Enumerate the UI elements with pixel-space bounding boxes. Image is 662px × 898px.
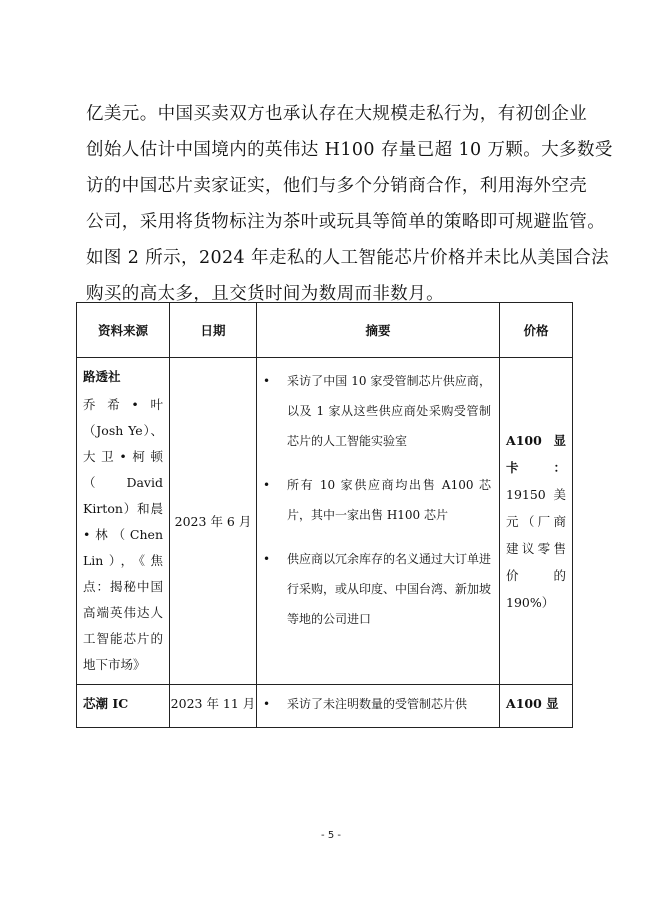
date-cell: 2023 年 6 月 bbox=[170, 358, 257, 685]
summary-text: 供应商以冗余库存的名义通过大订单进行采购，或从印度、中国台湾、新加坡等地的公司进口 bbox=[287, 552, 492, 626]
summary-bullet bbox=[263, 366, 491, 456]
summary-cell bbox=[257, 358, 500, 685]
price-label: A100 显 bbox=[506, 696, 559, 711]
summary-text: 所有 10 家供应商均出售 A100 芯片，其中一家出售 H100 芯片 bbox=[287, 478, 491, 522]
bullet-icon: • bbox=[263, 697, 271, 711]
table-header-row bbox=[77, 303, 573, 358]
header-summary: 摘要 bbox=[257, 303, 500, 358]
source-cell bbox=[77, 358, 170, 685]
source-name: 芯潮 IC bbox=[83, 696, 129, 711]
header-price: 价格 bbox=[500, 303, 573, 358]
price-label: A100 显卡： bbox=[506, 432, 566, 475]
paragraph-line: 购买的高太多，且交货时间为数周而非数月。 bbox=[86, 284, 444, 304]
price-value: 19150 美元（厂商建议零售价的 190%） bbox=[506, 486, 566, 610]
summary-text: 采访了中国 10 家受管制芯片供应商，以及 1 家从这些供应商处采购受管制芯片的人工智能实验室 bbox=[287, 374, 491, 448]
paragraph-line: 如图 2 所示，2024 年走私的人工智能芯片价格并未比从美国合法 bbox=[86, 248, 610, 268]
paragraph-line: 亿美元。中国买卖双方也承认存在大规模走私行为，有初创企业 bbox=[86, 104, 588, 124]
summary-text: 采访了未注明数量的受管制芯片供 bbox=[287, 697, 468, 711]
date-value: 2023 年 11 月 bbox=[170, 696, 256, 711]
bullet-icon: • bbox=[263, 478, 271, 492]
bullet-icon: • bbox=[263, 374, 271, 388]
paragraph-line: 创始人估计中国境内的英伟达 H100 存量已超 10 万颗。大多数受 bbox=[86, 140, 613, 160]
sources-table bbox=[76, 302, 573, 728]
summary-cell bbox=[257, 685, 500, 728]
header-source: 资料来源 bbox=[77, 303, 170, 358]
source-cell bbox=[77, 685, 170, 728]
bullet-icon: • bbox=[263, 552, 271, 566]
price-cell bbox=[500, 358, 573, 685]
paragraph-line: 公司，采用将货物标注为茶叶或玩具等简单的策略即可规避监管。 bbox=[86, 212, 606, 232]
summary-bullet bbox=[263, 470, 491, 530]
source-name: 路透社 bbox=[83, 369, 121, 384]
source-detail: 乔希•叶（Josh Ye）、大卫•柯顿（David Kirton）和晨•林（Chen Lin），《焦点：揭秘中国高端英伟达人工智能芯片的地下市场》 bbox=[83, 397, 163, 672]
paragraph-line: 访的中国芯片卖家证实，他们与多个分销商合作，利用海外空壳 bbox=[86, 176, 588, 196]
summary-bullet bbox=[263, 544, 491, 634]
header-date: 日期 bbox=[170, 303, 257, 358]
summary-bullet bbox=[263, 689, 491, 719]
table-row bbox=[77, 358, 573, 685]
price-cell bbox=[500, 685, 573, 728]
body-paragraph bbox=[86, 96, 613, 312]
page-number: - 5 - bbox=[321, 830, 341, 841]
date-cell bbox=[170, 685, 257, 728]
table-row bbox=[77, 685, 573, 728]
